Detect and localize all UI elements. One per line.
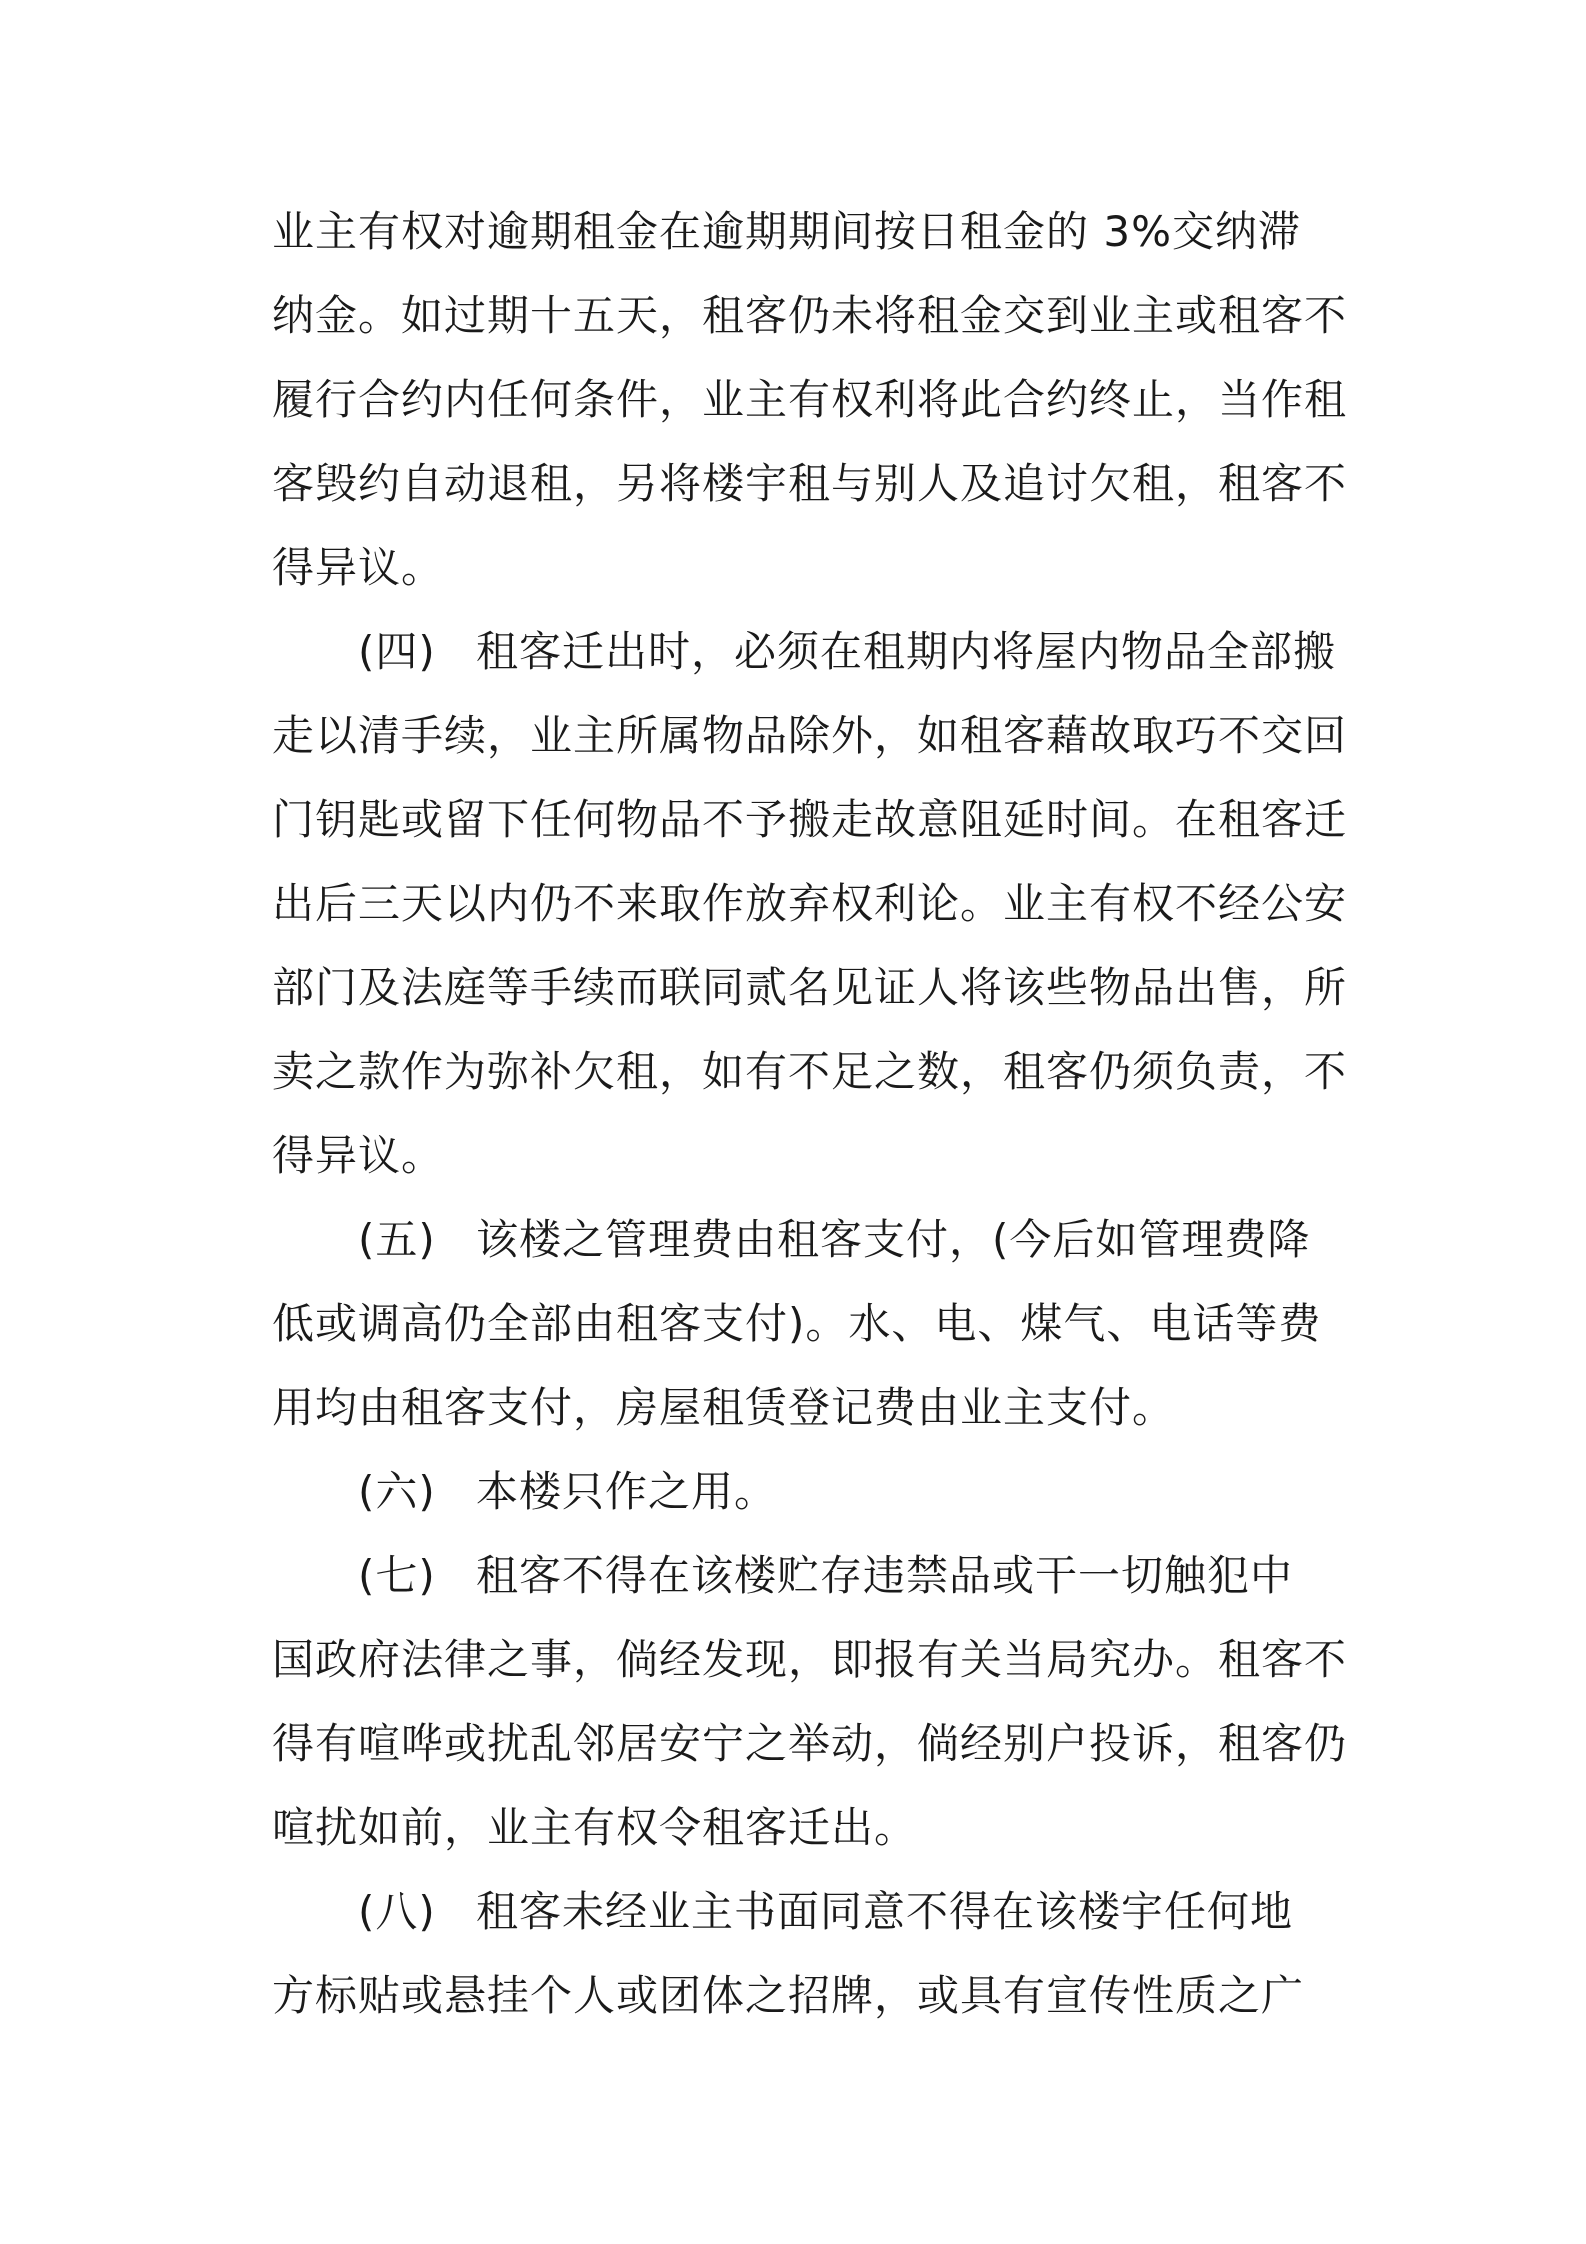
clause-number: (八) bbox=[358, 1887, 436, 1936]
contract-text bbox=[272, 190, 1348, 2038]
text-line: 出后三天以内仍不来取作放弃权利论。业主有权不经公安 bbox=[272, 879, 1348, 928]
clause-number: (六) bbox=[358, 1467, 436, 1516]
clause-text: 租客迁出时，必须在租期内将屋内物品全部搬 bbox=[476, 627, 1337, 676]
text-line: 卖之款作为弥补欠租，如有不足之数，租客仍须负责，不 bbox=[272, 1047, 1348, 1096]
clause-6-first-line bbox=[272, 1450, 1332, 1534]
clause-8-first-line bbox=[272, 1870, 1332, 1954]
clause-4-first-line bbox=[272, 610, 1337, 694]
text-line: 方标贴或悬挂个人或团体之招牌，或具有宣传性质之广 bbox=[272, 1971, 1305, 2020]
text-line: 纳金。如过期十五天，租客仍未将租金交到业主或租客不 bbox=[272, 291, 1348, 340]
clause-number: (四) bbox=[358, 627, 436, 676]
text-line: 部门及法庭等手续而联同贰名见证人将该些物品出售，所 bbox=[272, 963, 1348, 1012]
clause-5-first-line bbox=[272, 1198, 1332, 1282]
text-line: 履行合约内任何条件，业主有权利将此合约终止，当作租 bbox=[272, 375, 1348, 424]
clause-number: (五) bbox=[358, 1215, 436, 1264]
clause-text: 该楼之管理费由租客支付，(今后如管理费降 bbox=[476, 1215, 1311, 1264]
text-line: 门钥匙或留下任何物品不予搬走故意阻延时间。在租客迁 bbox=[272, 795, 1348, 844]
clause-text: 租客未经业主书面同意不得在该楼宇任何地 bbox=[476, 1887, 1294, 1936]
clause-text: 租客不得在该楼贮存违禁品或干一切触犯中 bbox=[476, 1551, 1294, 1600]
clause-number: (七) bbox=[358, 1551, 436, 1600]
clause-text: 本楼只作之用。 bbox=[476, 1467, 778, 1516]
text-line: 得异议。 bbox=[272, 543, 445, 592]
text-line: 客毁约自动退租，另将楼宇租与别人及追讨欠租，租客不 bbox=[272, 459, 1348, 508]
text-line: 得有喧哗或扰乱邻居安宁之举动，倘经别户投诉，租客仍 bbox=[272, 1719, 1348, 1768]
text-line: 业主有权对逾期租金在逾期期间按日租金的 3%交纳滞 bbox=[272, 207, 1301, 256]
text-line: 低或调高仍全部由租客支付)。水、电、煤气、电话等费 bbox=[272, 1299, 1322, 1348]
text-line: 走以清手续，业主所属物品除外，如租客藉故取巧不交回 bbox=[272, 711, 1348, 760]
clause-7-first-line bbox=[272, 1534, 1332, 1618]
text-line: 得异议。 bbox=[272, 1131, 445, 1180]
text-line: 用均由租客支付，房屋租赁登记费由业主支付。 bbox=[272, 1383, 1176, 1432]
text-line: 喧扰如前，业主有权令租客迁出。 bbox=[272, 1803, 918, 1852]
text-line: 国政府法律之事，倘经发现，即报有关当局究办。租客不 bbox=[272, 1635, 1348, 1684]
